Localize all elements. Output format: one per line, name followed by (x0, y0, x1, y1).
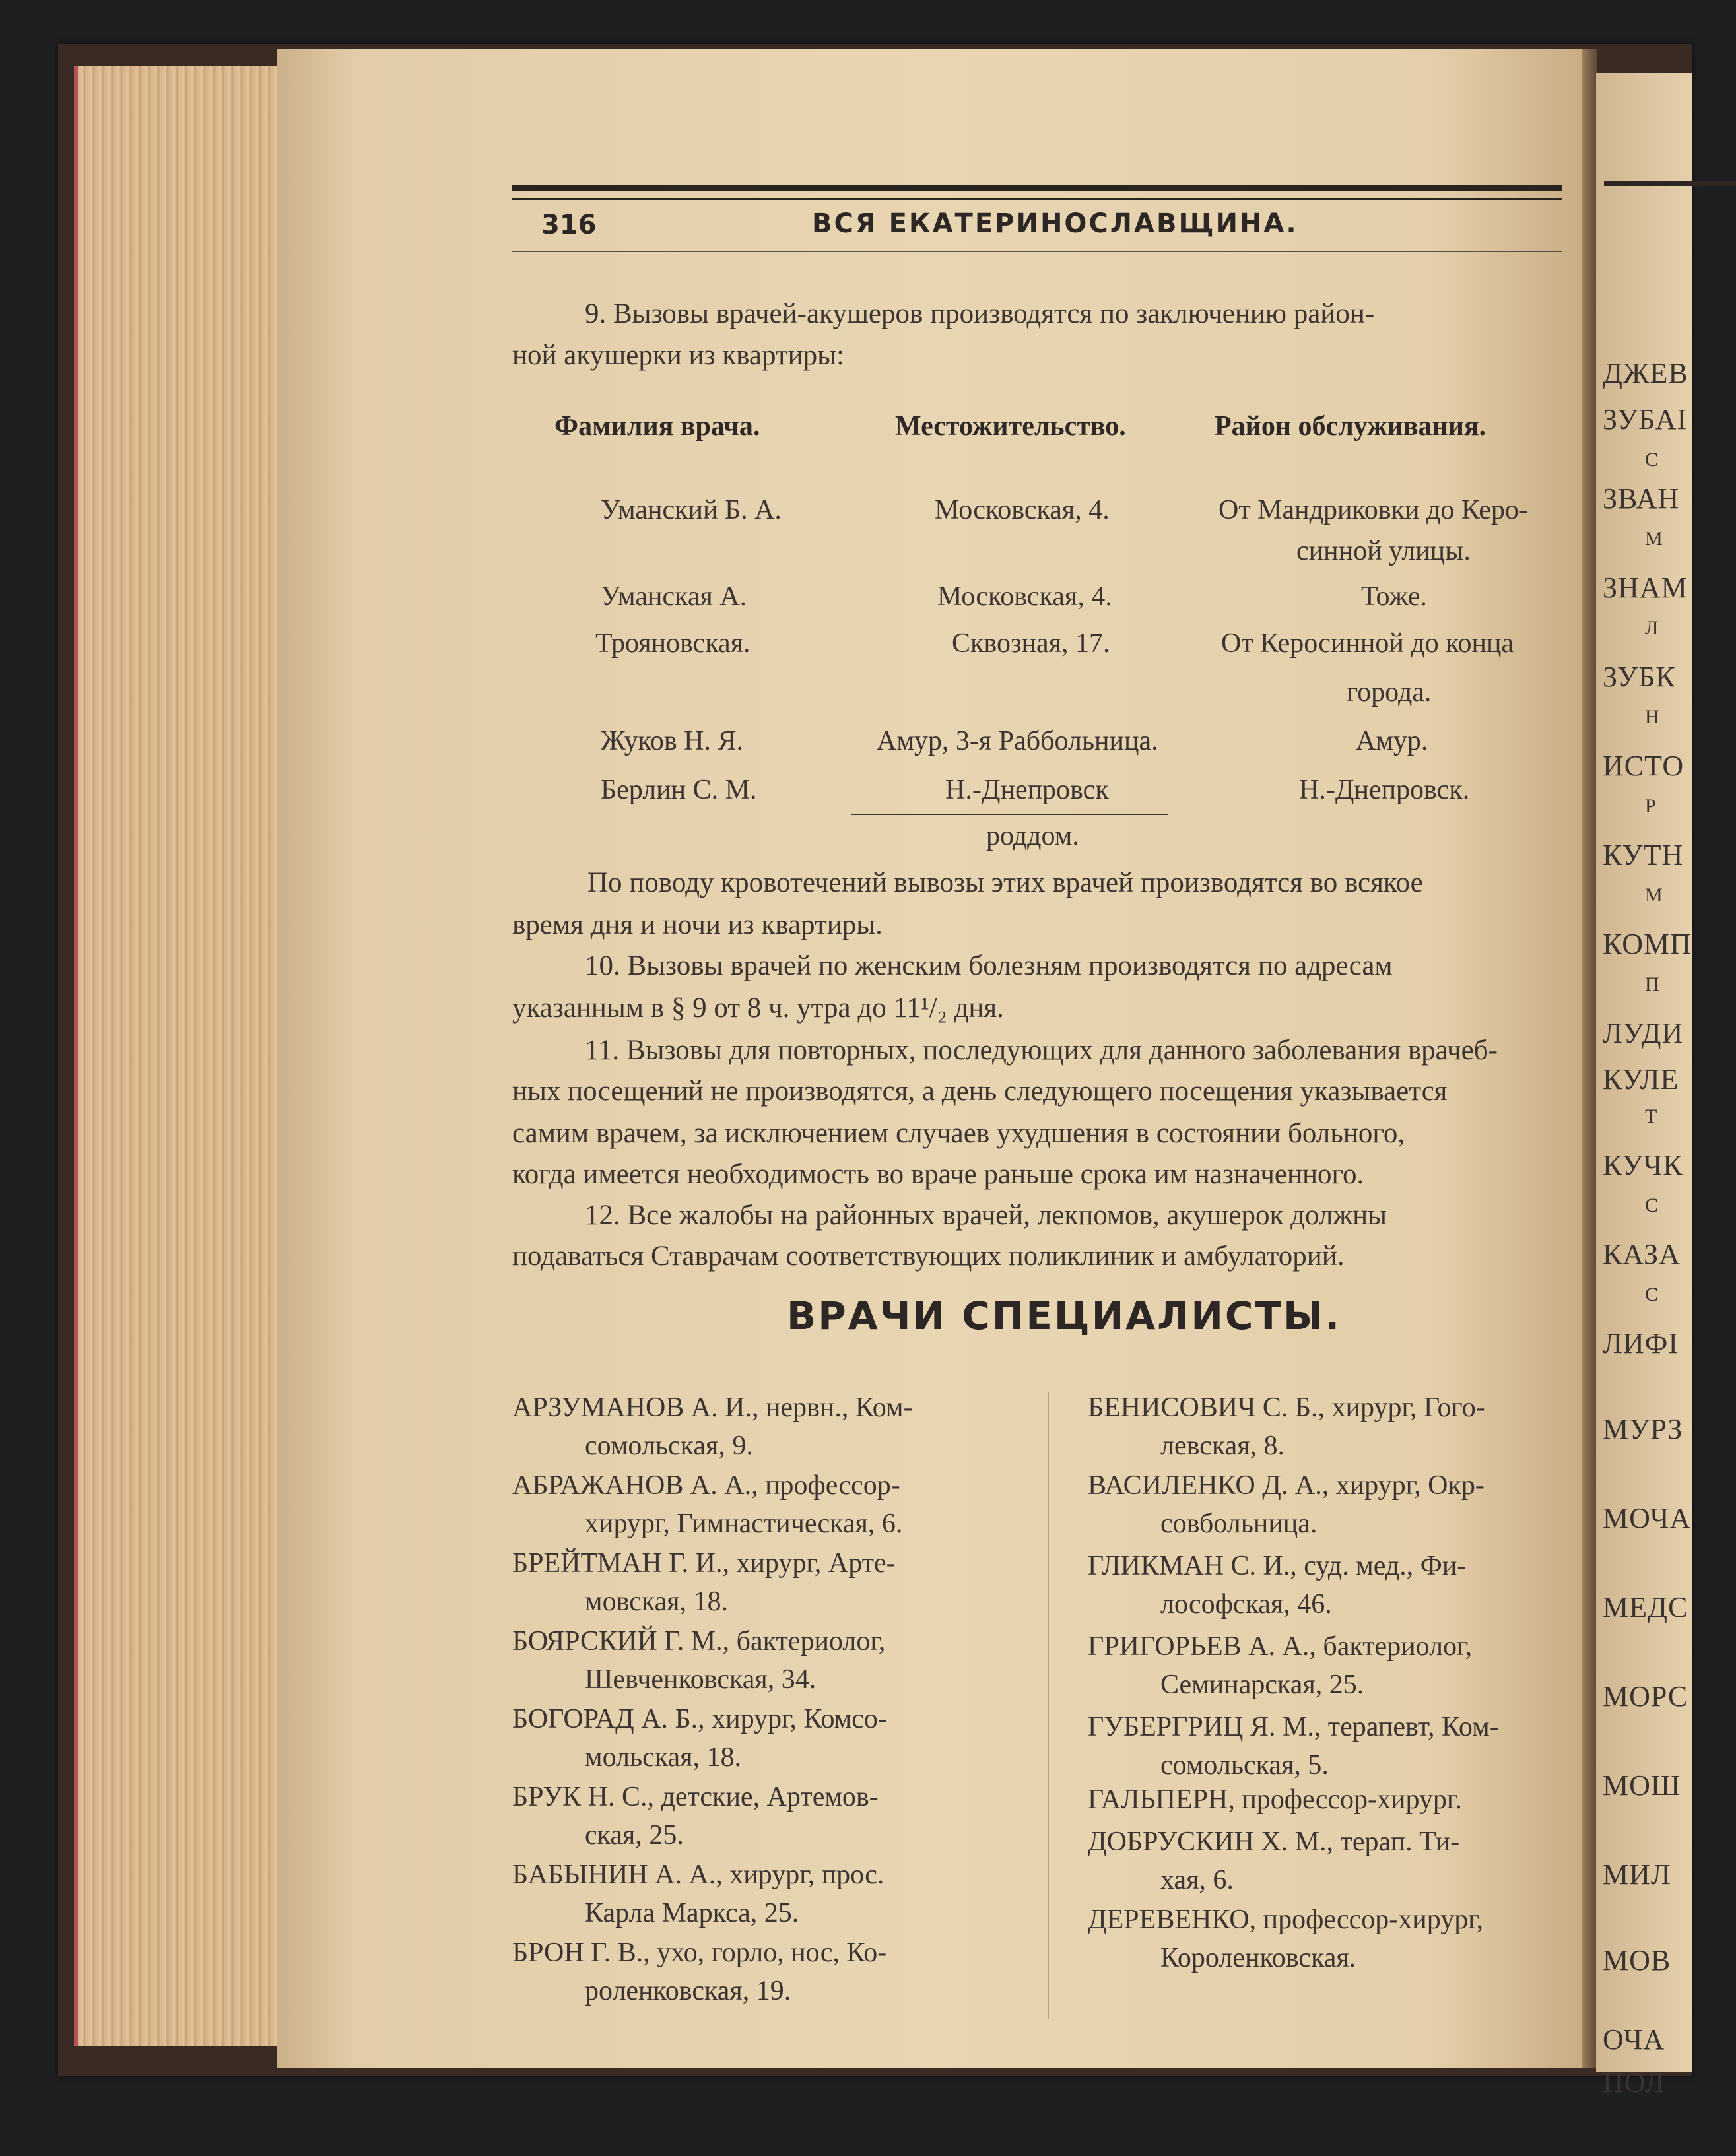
address-underline (851, 814, 1168, 815)
specialist-entry-line-1: АРЗУМАНОВ А. И., нервн., Ком- (512, 1392, 913, 1423)
next-page-word: ЗНАМ (1603, 572, 1688, 604)
paragraph-12-line-1: 12. Все жалобы на районных врачей, лекпомов, акушерок должны (585, 1200, 1387, 1231)
paragraph-9-text-1: 9. Вызовы врачей-акушеров производятся по заключению район- (585, 298, 1375, 329)
table-cell-address: Амур, 3-я Раббольница. (877, 726, 1158, 756)
next-page-word: КУЧК (1603, 1149, 1683, 1181)
next-page-word: МОЧА (1603, 1502, 1692, 1534)
next-page-word: МУРЗ (1603, 1413, 1683, 1445)
next-page-word: П (1645, 973, 1659, 995)
table-cell-district: Тоже. (1361, 581, 1428, 612)
paragraph-11-line-4: когда имеется необходимость во враче раньше срока им назначенного. (512, 1159, 1364, 1190)
paragraph-11-line-1: 11. Вызовы для повторных, последующих для данного заболевания врачеб- (585, 1035, 1498, 1066)
specialist-entry-line-2: хая, 6. (1160, 1865, 1234, 1895)
table-cell-address: Московская, 4. (937, 581, 1112, 612)
next-page-word: ПОЛ (1603, 2066, 1665, 2099)
specialist-entry-line-2: Семинарская, 25. (1160, 1670, 1364, 1700)
next-page-word: КУТН (1603, 839, 1684, 871)
next-page-word: ЛУДИ (1603, 1017, 1684, 1049)
next-page-word: КОМП (1603, 928, 1692, 960)
next-page-word: М (1645, 528, 1663, 550)
specialist-entry-line-1: БОЯРСКИЙ Г. М., бактериолог, (512, 1626, 886, 1656)
specialist-entry-line-1: БАБЫНИН А. А., хирург, прос. (512, 1860, 885, 1890)
specialist-entry (512, 1466, 902, 1543)
specialist-entry-line-1: ДЕРЕВЕНКО, профессор-хирург, (1088, 1905, 1484, 1935)
specialist-entry-line-1: ВАСИЛЕНКО Д. А., хирург, Окр- (1088, 1470, 1485, 1501)
specialist-entry (1088, 1627, 1472, 1704)
next-page-word: М (1645, 884, 1663, 906)
next-page-word: КУЛЕ (1603, 1063, 1679, 1095)
next-page-word: С (1645, 449, 1659, 471)
page-number: 316 (541, 210, 597, 240)
table-cell-district-cont: города. (1347, 677, 1432, 707)
specialist-entry-line-1: АБРАЖАНОВ А. А., профессор- (512, 1470, 900, 1501)
table-cell-name: Трояновская. (595, 628, 751, 659)
table-cell-name: Берлин С. М. (601, 775, 757, 805)
next-page-word: Н (1645, 706, 1659, 728)
next-page-word: КАЗА (1603, 1238, 1681, 1270)
specialist-entry-line-1: БРОН Г. В., ухо, горло, нос, Ко- (512, 1938, 887, 1968)
paragraph-9-line-1 (545, 293, 1562, 335)
specialist-entry-line-1: БОГОРАД А. Б., хирург, Комсо- (512, 1704, 887, 1734)
specialist-entry (1088, 1388, 1485, 1465)
next-page-word: МОРС (1603, 1680, 1688, 1713)
specialist-entry (1088, 1708, 1499, 1784)
column-divider (1048, 1392, 1049, 2019)
next-page-word: МОШ (1603, 1769, 1681, 1802)
specialist-entry-line-2: лософская, 46. (1160, 1589, 1332, 1619)
paragraph-bleeding-line-1: По поводу кровотечений вывозы этих врачей производятся во всякое (587, 867, 1423, 898)
specialist-entry-line-1: ДОБРУСКИН Х. М., терап. Ти- (1088, 1827, 1460, 1857)
next-page-word: Р (1645, 795, 1656, 817)
next-page-word: МЕДС (1603, 1591, 1688, 1623)
next-page-word: ЗУБАІ (1603, 403, 1688, 436)
specialist-entry (1088, 1823, 1459, 1899)
paragraph-bleeding-line-2: время дня и ночи из квартиры. (512, 909, 883, 940)
specialist-entry-line-1: ГАЛЬПЕРН, профессор-хирург. (1088, 1784, 1462, 1815)
table-cell-name: Уманская А. (601, 581, 747, 612)
next-page-word: С (1645, 1194, 1659, 1216)
specialist-entry-line-2: мольская, 18. (585, 1742, 742, 1773)
specialist-entry (512, 1622, 885, 1699)
specialist-entry-line-2: сомольская, 5. (1160, 1750, 1329, 1780)
running-head: ВСЯ ЕКАТЕРИНОСЛАВЩИНА. (812, 209, 1298, 239)
header-rule-thin (512, 198, 1562, 200)
next-page-word: ОЧА (1603, 2023, 1665, 2056)
next-page-word: ИСТО (1603, 750, 1685, 782)
next-page-word: ЗУБК (1603, 661, 1676, 693)
next-page-word: ЛИФІ (1603, 1327, 1679, 1359)
paragraph-9-line-2: ной акушерки из квартиры: (512, 340, 845, 371)
specialist-entry-line-2: ская, 25. (585, 1820, 684, 1850)
specialist-entry (512, 1778, 879, 1854)
specialist-entry-line-2: совбольница. (1160, 1509, 1318, 1539)
paragraph-11-line-3: самим врачем, за исключением случаев ухудшения в состоянии больного, (512, 1118, 1405, 1149)
specialist-entry-line-2: роленковская, 19. (585, 1976, 791, 2006)
specialist-entry-line-2: левская, 8. (1160, 1431, 1285, 1461)
book-gutter (1582, 49, 1597, 2068)
table-cell-district: Н.-Днепровск. (1299, 775, 1470, 805)
specialist-entry-line-1: БЕНИСОВИЧ С. Б., хирург, Гого- (1088, 1392, 1485, 1423)
table-header-name: Фамилия врача. (554, 411, 760, 441)
next-page-word: С (1645, 1284, 1659, 1305)
next-page-word: ДЖЕВ (1603, 357, 1688, 389)
specialist-entry-line-1: БРУК Н. С., детские, Артемов- (512, 1782, 879, 1812)
specialist-entry-line-2: сомольская, 9. (585, 1431, 753, 1461)
header-underline (512, 251, 1562, 252)
table-header-address: Местожительство. (895, 411, 1126, 441)
next-page-rule (1604, 181, 1736, 186)
page-edges (74, 66, 296, 2046)
header-rule-thick (512, 185, 1562, 191)
specialist-entry (512, 1388, 913, 1465)
specialist-entry-line-2: Карла Маркса, 25. (585, 1898, 799, 1928)
next-page-word: Л (1645, 617, 1659, 639)
specialist-entry-line-2: хирург, Гимнастическая, 6. (585, 1509, 903, 1539)
next-page-word: Т (1645, 1105, 1657, 1127)
table-cell-district: От Керосинной до конца (1221, 628, 1514, 659)
paragraph-10-line-1: 10. Вызовы врачей по женским болезням производятся по адресам (585, 950, 1393, 981)
table-cell-district: От Мандриковки до Керо- (1219, 495, 1528, 525)
specialist-entry (1088, 1901, 1483, 1977)
specialist-entry-line-2: Шевченковская, 34. (585, 1664, 817, 1695)
specialist-entry (1088, 1780, 1462, 1819)
specialist-entry-line-1: ГРИГОРЬЕВ А. А., бактериолог, (1088, 1631, 1473, 1662)
specialist-entry-line-1: ГУБЕРГРИЦ Я. М., терапевт, Ком- (1088, 1712, 1499, 1742)
specialist-entry-line-1: ГЛИКМАН С. И., суд. мед., Фи- (1088, 1551, 1467, 1581)
specialist-entry (512, 1934, 886, 2010)
table-cell-address: Сквозная, 17. (952, 628, 1110, 659)
specialist-entry (1088, 1466, 1485, 1543)
paragraph-11-line-2: ных посещений не производятся, а день следующего посещения указывается (512, 1076, 1448, 1107)
section-title: ВРАЧИ СПЕЦИАЛИСТЫ. (787, 1293, 1342, 1338)
table-header-district: Район обслуживания. (1215, 411, 1486, 441)
next-page-word: МОВ (1603, 1944, 1671, 1976)
next-page-word: МИЛ (1603, 1858, 1671, 1891)
specialist-entry-line-1: БРЕЙТМАН Г. И., хирург, Арте- (512, 1548, 896, 1579)
table-cell-address: Московская, 4. (935, 495, 1110, 525)
table-cell-district: Амур. (1356, 726, 1428, 756)
specialist-entry-line-2: Короленковская. (1160, 1943, 1356, 1973)
specialist-entry-line-2: мовская, 18. (585, 1586, 729, 1617)
specialist-entry (512, 1856, 884, 1932)
specialist-entry (512, 1544, 896, 1621)
table-cell-district-cont: синной улицы. (1296, 536, 1471, 566)
paragraph-12-line-2: подаваться Ставрачам соответствующих поликлиник и амбулаторий. (512, 1241, 1345, 1272)
paragraph-10-line-2: указанным в § 9 от 8 ч. утра до 11¹/₂ дня. (512, 993, 1004, 1024)
next-page-word: ЗВАН (1603, 482, 1680, 515)
table-cell-address-cont: роддом. (986, 821, 1079, 851)
table-cell-name: Уманский Б. А. (601, 495, 782, 525)
table-cell-address: Н.-Днепровск (945, 775, 1109, 805)
specialist-entry (512, 1700, 887, 1777)
table-cell-name: Жуков Н. Я. (601, 726, 744, 756)
specialist-entry (1088, 1547, 1466, 1623)
next-page-fragment (1596, 73, 1692, 2099)
